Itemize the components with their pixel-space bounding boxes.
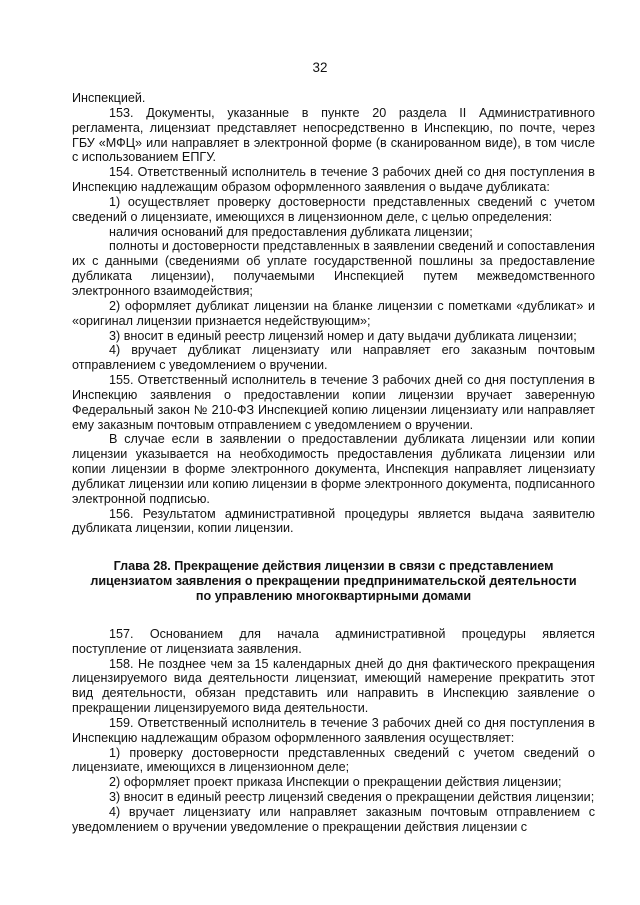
paragraph: 1) проверку достоверности представленных сведений с учетом сведений о лицензиате, имеющихся в лицензионном деле; (72, 745, 595, 775)
paragraph: 155. Ответственный исполнитель в течение 3 рабочих дней со дня поступления в Инспекцию заявления о предоставлении копии лицензии вручает заверенную Федеральный закон № 210-ФЗ Инспекцией копию лицензии лицензиату или направляет ему заказным почтовым отправлением с уведомлением о вручении. (72, 373, 595, 432)
paragraph: 159. Ответственный исполнитель в течение 3 рабочих дней со дня поступления в Инспекцию надлежащим образом оформленного заявления осуществляет: (72, 715, 595, 745)
paragraph: 156. Результатом административной процедуры является выдача заявителю дубликата лицензии, копии лицензии. (72, 506, 595, 536)
paragraph: 4) вручает дубликат лицензиату или направляет его заказным почтовым отправлением с уведомлением о вручении. (72, 343, 595, 373)
paragraph: В случае если в заявлении о предоставлении дубликата лицензии или копии лицензии указывается на необходимость предоставления дубликата лицензии или копии лицензии в форме электронного документа, Инспекция направляет лицензиату дубликат лицензии или копию лицензии в форме электронного документа, подписанного электронной подписью. (72, 432, 595, 506)
paragraph: Инспекцией. (72, 91, 146, 105)
paragraph: 2) оформляет дубликат лицензии на бланке лицензии с пометками «дубликат» и «оригинал лицензии признается недействующим»; (72, 298, 595, 328)
paragraph: полноты и достоверности представленных в заявлении сведений и сопоставления их с данными (сведениями об уплате государственной пошлины за предоставление дубликата лицензии), получаемыми Инспекцией путем межведомственного электронного взаимодействия; (72, 239, 595, 298)
paragraph: 157. Основанием для начала административной процедуры является поступление от лицензиата заявления. (72, 626, 595, 656)
chapter-heading: Глава 28. Прекращение действия лицензии в связи с представлением лицензиатом заявления о прекращении предпринимательской деятельности по управлению многоквартирными домами (90, 559, 577, 603)
paragraph: 4) вручает лицензиату или направляет заказным почтовым отправлением с уведомлением о вручении уведомление о прекращении действия лицензии с (72, 804, 595, 834)
document-body (72, 91, 595, 835)
paragraph: 2) оформляет проект приказа Инспекции о прекращении действия лицензии; (109, 775, 562, 790)
paragraph: 3) вносит в единый реестр лицензий номер и дату выдачи дубликата лицензии; (109, 328, 577, 343)
paragraph: 158. Не позднее чем за 15 календарных дней до дня фактического прекращения лицензируемого вида деятельности лицензиат, имеющий намерение прекратить этот вид деятельности, обязан представить или направить в Инспекцию заявление о прекращении лицензируемого вида деятельности. (72, 656, 595, 716)
paragraph: наличия оснований для предоставления дубликата лицензии; (109, 224, 473, 239)
page-number: 32 (312, 60, 328, 75)
paragraph: 1) осуществляет проверку достоверности представленных сведений с учетом сведений о лицензиате, имеющихся в лицензионном деле, с целью определения: (72, 194, 595, 224)
paragraph: 154. Ответственный исполнитель в течение 3 рабочих дней со дня поступления в Инспекцию надлежащим образом оформленного заявления о выдаче дубликата: (72, 165, 595, 195)
paragraph: 153. Документы, указанные в пункте 20 раздела II Административного регламента, лицензиат представляет непосредственно в Инспекцию, по почте, через ГБУ «МФЦ» или направляет в электронной форме (в сканированном виде), в том числе с использованием ЕПГУ. (72, 105, 595, 165)
paragraph: 3) вносит в единый реестр лицензий сведения о прекращении действия лицензии; (109, 790, 595, 805)
paragraphs-before-heading (72, 91, 595, 536)
paragraphs-after-heading (72, 627, 595, 835)
